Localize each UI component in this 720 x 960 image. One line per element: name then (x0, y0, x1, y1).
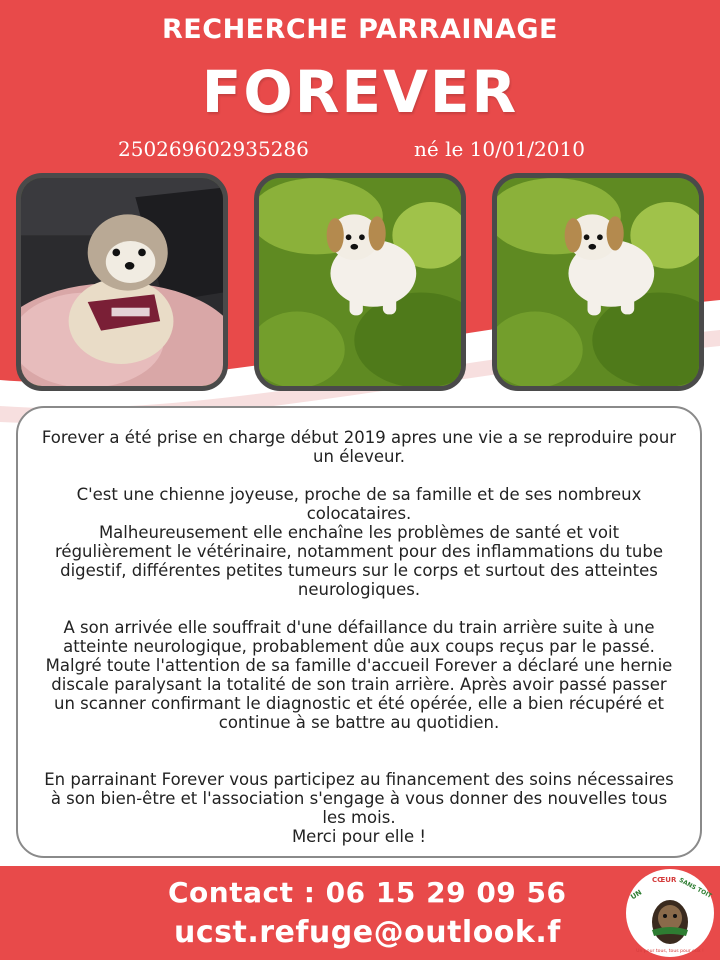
dog-on-cushion-photo-icon (21, 178, 223, 386)
dog-on-grass-photo-icon (259, 178, 461, 386)
story-paragraph: A son arrivée elle souffrait d'une défaillance du train arrière suite à une atteinte neurologique, probablement dûe aux coups reçus par le passé. Malgré toute l'attention de sa famille d'accueil Forever a déclaré une hernie discale paralysant la totalité de son train arrière. Après avoir passé passer un scanner confirmant le diagnostic et été opérée, elle a bien récupéré et continue à se battre au quotidien. (45, 618, 673, 732)
animal-name: FOREVER (201, 58, 519, 126)
heart-dog-logo-icon (622, 866, 718, 960)
svg-text:CŒUR: CŒUR (652, 876, 677, 884)
photo-dog-grass-1 (254, 173, 466, 391)
contact-email: ucst.refuge@outlook.f (174, 915, 561, 950)
kicker-title: RECHERCHE PARRAINAGE (162, 14, 558, 45)
story-paragraph: C'est une chienne joyeuse, proche de sa famille et de ses nombreux colocataires. (76, 485, 642, 523)
story-panel (16, 406, 702, 858)
svg-text:SANS TOIT: SANS TOIT (677, 876, 713, 900)
story-closing: Merci pour elle ! (291, 827, 427, 846)
photo-dog-grass-2 (492, 173, 704, 391)
story-paragraph: En parrainant Forever vous participez au financement des soins nécessaires à son bien-être et l'association s'engage à vous donner des nouvelles tous les mois. (44, 770, 674, 827)
photo-dog-cushion (16, 173, 228, 391)
svg-text:UN: UN (629, 888, 644, 902)
association-logo (622, 866, 718, 960)
dog-on-grass-photo-icon (497, 178, 699, 386)
story-paragraph: Malheureusement elle enchaîne les problèmes de santé et voit régulièrement le vétérinaire, notamment pour des inflammations du tube digestif, différentes petites tumeurs sur le corps et surtout des atteintes neurologiques. (55, 523, 663, 599)
identification-number: 250269602935286 (118, 137, 309, 161)
svg-text:Un pour tous, tous pour eux !: Un pour tous, tous pour eux ! (636, 949, 704, 954)
birth-date: né le 10/01/2010 (414, 137, 585, 161)
story-paragraph: Forever a été prise en charge début 2019 apres une vie a se reproduire pour un éleveur. (41, 428, 677, 466)
contact-phone: Contact : 06 15 29 09 56 (168, 876, 567, 909)
